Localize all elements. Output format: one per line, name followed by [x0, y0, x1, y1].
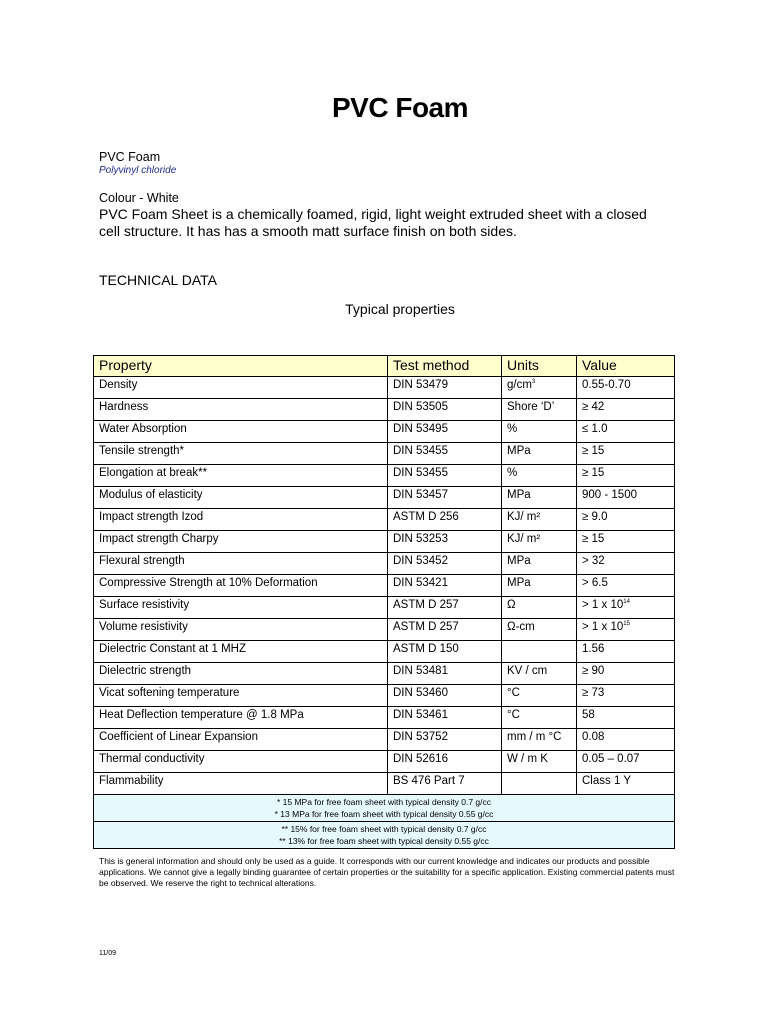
footnote-line: * 13 MPa for free foam sheet with typical density 0.55 g/cc	[274, 809, 494, 819]
table-row	[94, 487, 675, 509]
table-row	[94, 509, 675, 531]
units-cell: W / m K	[502, 751, 577, 773]
table-row	[94, 377, 675, 399]
property-cell: Dielectric Constant at 1 MHZ	[94, 641, 388, 663]
property-cell: Hardness	[94, 399, 388, 421]
table-row	[94, 707, 675, 729]
table-header-row	[94, 356, 675, 377]
units-cell: °C	[502, 707, 577, 729]
units-cell: $g/cm^3$	[502, 377, 577, 399]
test-method-cell: ASTM D 150	[388, 641, 502, 663]
units-cell: Ω-cm	[502, 619, 577, 641]
revision-date: 11/09	[99, 950, 116, 957]
units-exponent: 3	[531, 379, 536, 386]
value-cell: 58	[577, 707, 675, 729]
units-cell	[502, 641, 577, 663]
units-cell: KV / cm	[502, 663, 577, 685]
property-cell: Water Absorption	[94, 421, 388, 443]
units-cell: Ω	[502, 597, 577, 619]
test-method-cell: ASTM D 257	[388, 619, 502, 641]
footnote-cell	[94, 795, 675, 822]
product-name: PVC Foam	[99, 150, 161, 164]
value-cell: ≤ 1.0	[577, 421, 675, 443]
header-test-method: Test method	[388, 356, 502, 377]
value-exponent: 15	[623, 621, 630, 628]
units-cell: MPa	[502, 443, 577, 465]
property-cell: Density	[94, 377, 388, 399]
value-cell: Class 1 Y	[577, 773, 675, 795]
value-exponent: 14	[623, 599, 630, 606]
test-method-cell: DIN 53479	[388, 377, 502, 399]
units-cell: %	[502, 465, 577, 487]
value-cell: 900 - 1500	[577, 487, 675, 509]
footnote-line: ** 15% for free foam sheet with typical density 0.7 g/cc	[281, 824, 487, 834]
value-cell: ≥ 73	[577, 685, 675, 707]
units-cell: Shore ‘D’	[502, 399, 577, 421]
colour-label: Colour - White	[99, 191, 179, 205]
value-cell: 0.05 – 0.07	[577, 751, 675, 773]
table-row	[94, 443, 675, 465]
property-cell: Vicat softening temperature	[94, 685, 388, 707]
units-cell: MPa	[502, 487, 577, 509]
test-method-cell: DIN 53505	[388, 399, 502, 421]
property-cell: Dielectric strength	[94, 663, 388, 685]
table-row	[94, 531, 675, 553]
chemical-name: Polyvinyl chloride	[99, 165, 177, 176]
value-cell: > 6.5	[577, 575, 675, 597]
footnote-row	[94, 822, 675, 849]
test-method-cell: ASTM D 256	[388, 509, 502, 531]
value-cell: > 1 x $10^{14}$	[577, 597, 675, 619]
property-cell: Surface resistivity	[94, 597, 388, 619]
test-method-cell: DIN 53461	[388, 707, 502, 729]
value-cell: 1.56	[577, 641, 675, 663]
test-method-cell: DIN 52616	[388, 751, 502, 773]
table-row	[94, 773, 675, 795]
units-cell: MPa	[502, 553, 577, 575]
property-cell: Flammability	[94, 773, 388, 795]
value-cell: > 32	[577, 553, 675, 575]
test-method-cell: DIN 53455	[388, 443, 502, 465]
property-cell: Flexural strength	[94, 553, 388, 575]
property-cell: Elongation at break**	[94, 465, 388, 487]
test-method-cell: ASTM D 257	[388, 597, 502, 619]
table-row	[94, 729, 675, 751]
disclaimer-text: This is general information and should only be used as a guide. It corresponds with our current knowledge and indicates our products and possible applications. We cannot give a legally binding guarantee of certain properties or the suitability for a specific application. Existing commercial patents must be observed. We reserve the right to technical alterations.	[99, 856, 675, 888]
test-method-cell: DIN 53495	[388, 421, 502, 443]
footnote-line: * 15 MPa for free foam sheet with typical density 0.7 g/cc	[276, 797, 492, 807]
units-cell: °C	[502, 685, 577, 707]
units-cell: MPa	[502, 575, 577, 597]
value-cell: 0.55-0.70	[577, 377, 675, 399]
footnote-row	[94, 795, 675, 822]
header-value: Value	[577, 356, 675, 377]
property-cell: Impact strength Izod	[94, 509, 388, 531]
property-cell: Volume resistivity	[94, 619, 388, 641]
value-cell: ≥ 15	[577, 443, 675, 465]
value-cell: 0.08	[577, 729, 675, 751]
value-cell: ≥ 9.0	[577, 509, 675, 531]
section-heading: TECHNICAL DATA	[99, 272, 217, 288]
table-row	[94, 575, 675, 597]
property-cell: Heat Deflection temperature @ 1.8 MPa	[94, 707, 388, 729]
test-method-cell: DIN 53455	[388, 465, 502, 487]
table-row	[94, 663, 675, 685]
value-cell: ≥ 15	[577, 531, 675, 553]
table-row	[94, 619, 675, 641]
test-method-cell: DIN 53481	[388, 663, 502, 685]
table-row	[94, 641, 675, 663]
value-cell: ≥ 90	[577, 663, 675, 685]
value-cell: > 1 x $10^{15}$	[577, 619, 675, 641]
test-method-cell: DIN 53752	[388, 729, 502, 751]
footnote-cell	[94, 822, 675, 849]
properties-table	[93, 355, 675, 849]
test-method-cell: BS 476 Part 7	[388, 773, 502, 795]
test-method-cell: DIN 53452	[388, 553, 502, 575]
table-row	[94, 465, 675, 487]
property-cell: Coefficient of Linear Expansion	[94, 729, 388, 751]
test-method-cell: DIN 53457	[388, 487, 502, 509]
test-method-cell: DIN 53460	[388, 685, 502, 707]
table-caption: Typical properties	[345, 301, 455, 317]
header-property: Property	[94, 356, 388, 377]
property-cell: Modulus of elasticity	[94, 487, 388, 509]
value-cell: ≥ 15	[577, 465, 675, 487]
table-row	[94, 399, 675, 421]
units-cell	[502, 773, 577, 795]
table-row	[94, 685, 675, 707]
test-method-cell: DIN 53253	[388, 531, 502, 553]
value-cell: ≥ 42	[577, 399, 675, 421]
units-cell: mm / m °C	[502, 729, 577, 751]
table-row	[94, 553, 675, 575]
test-method-cell: DIN 53421	[388, 575, 502, 597]
header-units: Units	[502, 356, 577, 377]
property-cell: Compressive Strength at 10% Deformation	[94, 575, 388, 597]
property-cell: Tensile strength*	[94, 443, 388, 465]
units-cell: KJ/ m²	[502, 509, 577, 531]
table-row	[94, 421, 675, 443]
product-description: PVC Foam Sheet is a chemically foamed, rigid, light weight extruded sheet with a closed cell structure. It has has a smooth matt surface finish on both sides.	[99, 206, 647, 239]
footnote-line: ** 13% for free foam sheet with typical density 0.55 g/cc	[279, 836, 489, 846]
table-row	[94, 597, 675, 619]
page-title: PVC Foam	[331, 92, 469, 123]
table-row	[94, 751, 675, 773]
property-cell: Impact strength Charpy	[94, 531, 388, 553]
property-cell: Thermal conductivity	[94, 751, 388, 773]
units-cell: KJ/ m²	[502, 531, 577, 553]
units-cell: %	[502, 421, 577, 443]
